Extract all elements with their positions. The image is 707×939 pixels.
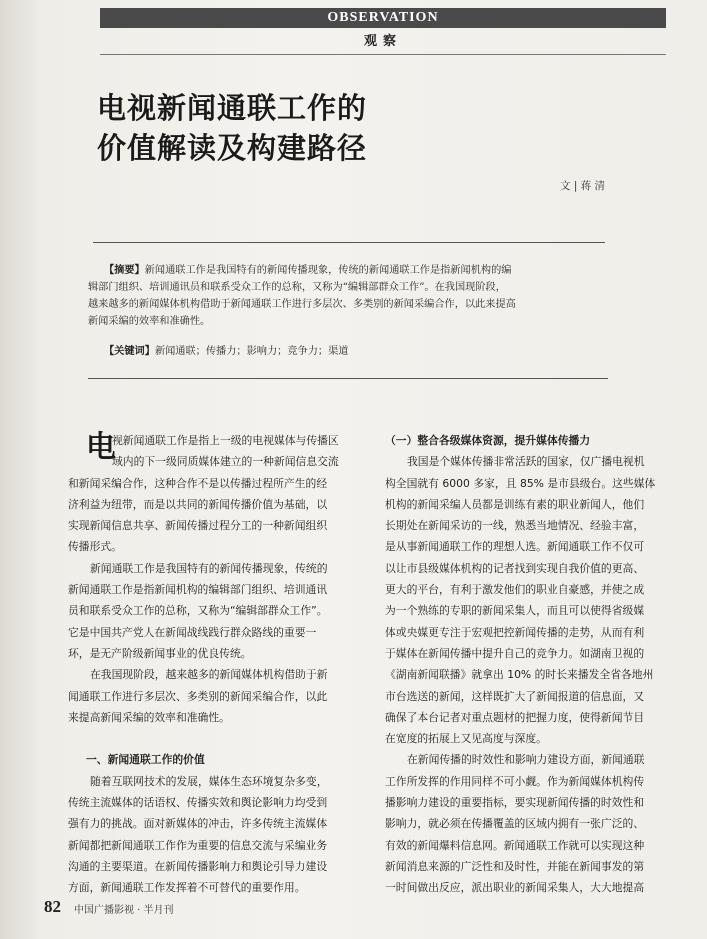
page-number: 82: [44, 897, 61, 916]
abstract-top-rule: [93, 242, 605, 243]
body-line: 济利益为纽带，而是以共同的新闻传播价值为基础，以: [68, 497, 328, 511]
body-line: 方面，新闻通联工作发挥着不可替代的重要作用。: [68, 881, 306, 895]
body-line: 机构的新闻采编人员都是训练有素的职业新闻人，他们: [385, 497, 645, 511]
body-line: 一时间做出反应，派出职业的新闻采集人，大大地提高: [385, 881, 645, 895]
section-title: 观察: [363, 34, 402, 49]
header-divider: [100, 54, 666, 55]
keywords-label: 【关键词】: [104, 346, 155, 357]
body-line: 域内的下一级同质媒体建立的一种新闻信息交流: [112, 455, 339, 469]
body-line: 新闻通联工作是我国特有的新闻传播现象，传统的: [90, 561, 328, 575]
abstract-line: 【摘要】新闻通联工作是我国特有的新闻传播现象，传统的新闻通联工作是指新闻机构的编: [104, 265, 512, 276]
body-line: 确保了本台记者对重点题材的把握力度，使得新闻节目: [385, 710, 645, 724]
section-heading: 一、新闻通联工作的价值: [86, 753, 205, 767]
body-line: 实现新闻信息共享、新闻传播过程分工的一种新闻组织: [68, 519, 328, 533]
body-line: 在新闻传播的时效性和影响力建设方面，新闻通联: [407, 753, 645, 767]
abstract: [88, 262, 614, 330]
body-line: 和新闻采编合作，这种合作不是以传播过程所产生的经: [68, 476, 328, 490]
abstract-line: 辑部门组织、培训通讯员和联系受众工作的总称，又称为“编辑部群众工作”。在我国现阶段，: [88, 282, 506, 293]
body-line: 我国是个媒体传播非常活跃的国家，仅广播电视机: [407, 455, 645, 469]
body-line: 环，是无产阶级新闻事业的优良传统。: [68, 646, 252, 660]
body-line: 长期处在新闻采访的一线，熟悉当地情况、经验丰富，: [385, 519, 645, 533]
body-line: 是从事新闻通联工作的理想人选。新闻通联工作不仅可: [385, 540, 645, 554]
body-line: 闻通联工作进行多层次、多类别的新闻采编合作，以此: [68, 689, 328, 703]
abstract-line: 新闻采编的效率和准确性。: [88, 316, 211, 327]
body-line: 以让市县级媒体机构的记者找到实现自我价值的更高、: [385, 561, 645, 575]
body-line: 体或央媒更专注于宏观把控新闻传播的走势，从而有利: [385, 625, 645, 639]
abstract-line: 越来越多的新闻媒体机构借助于新闻通联工作进行多层次、多类别的新闻采编合作，以此来提高: [88, 299, 516, 310]
body-line: 在我国现阶段，越来越多的新闻媒体机构借助于新: [90, 668, 328, 682]
section-banner: OBSERVATION: [100, 8, 666, 28]
title-line-2: 价值解读及构建路径: [97, 131, 368, 165]
left-column: [68, 430, 368, 899]
body-line: 为一个熟练的专职的新闻采集人，而且可以使得省级媒: [385, 604, 645, 618]
paragraph-gap: [68, 728, 368, 749]
body-line: 新闻都把新闻通联工作作为重要的信息交流与采编业务: [68, 838, 328, 852]
body-line: 随着互联网技术的发展，媒体生态环境复杂多变，: [90, 774, 328, 788]
body-line: 市台选送的新闻，这样既扩大了新闻报道的信息面，又: [385, 689, 645, 703]
body-line: 构全国就有 6000 多家，且 85% 是市县级台。这些媒体: [385, 476, 656, 490]
keywords-text: 新闻通联；传播力；影响力；竞争力；渠道: [154, 346, 349, 357]
body-line: 沟通的主要渠道。在新闻传播影响力和舆论引导力建设: [68, 859, 328, 873]
body-line: 视新闻通联工作是指上一级的电视媒体与传播区: [112, 434, 339, 447]
right-column: [385, 430, 690, 899]
body-line: 播影响力建设的重要指标，要实现新闻传播的时效性和: [385, 796, 645, 810]
article-title: [97, 88, 517, 168]
body-line: 它是中国共产党人在新闻战线践行群众路线的重要一: [68, 625, 317, 639]
body-line: 传统主流媒体的话语权、传播实效和舆论影响力均受到: [68, 796, 328, 810]
body-line: 来提高新闻采编的效率和准确性。: [68, 710, 230, 724]
subsection-heading: （一）整合各级媒体资源，提升媒体传播力: [385, 434, 591, 447]
author-byline: 文 | 蒋 清: [560, 180, 606, 192]
body-line: 传播形式。: [68, 540, 122, 554]
magazine-name: 中国广播影视 · 半月刊: [74, 905, 174, 916]
body-line: 在宽度的拓展上又见高度与深度。: [385, 732, 547, 746]
body-line: 影响力，就必须在传播覆盖的区域内拥有一张广泛的、: [385, 817, 645, 831]
body-line: 《湖南新闻联播》就拿出 10% 的时长来播发全省各地州: [385, 668, 654, 682]
body-line: 强有力的挑战。面对新媒体的冲击，许多传统主流媒体: [68, 817, 328, 831]
abstract-label: 【摘要】: [104, 265, 145, 276]
keywords: [104, 342, 604, 357]
abstract-bottom-rule: [88, 378, 608, 379]
body-line: 员和联系受众工作的总称，又称为“编辑部群众工作”。: [68, 604, 328, 618]
body-line: 工作所发挥的作用同样不可小觑。作为新闻媒体机构传: [385, 774, 645, 788]
body-line: 新闻通联工作是指新闻机构的编辑部门组织、培训通讯: [68, 583, 328, 597]
title-line-1: 电视新闻通联工作的: [97, 91, 368, 125]
body-line: 于媒体在新闻传播中提升自己的竞争力。如湖南卫视的: [385, 646, 645, 660]
body-line: 新闻消息来源的广泛性和及时性，并能在新闻事发的第: [385, 859, 645, 873]
body-line: 更大的平台，有利于激发他们的职业自豪感，并使之成: [385, 583, 645, 597]
body-line: 有效的新闻爆料信息网。新闻通联工作就可以实现这种: [385, 838, 645, 852]
drop-cap: 电: [86, 430, 116, 465]
